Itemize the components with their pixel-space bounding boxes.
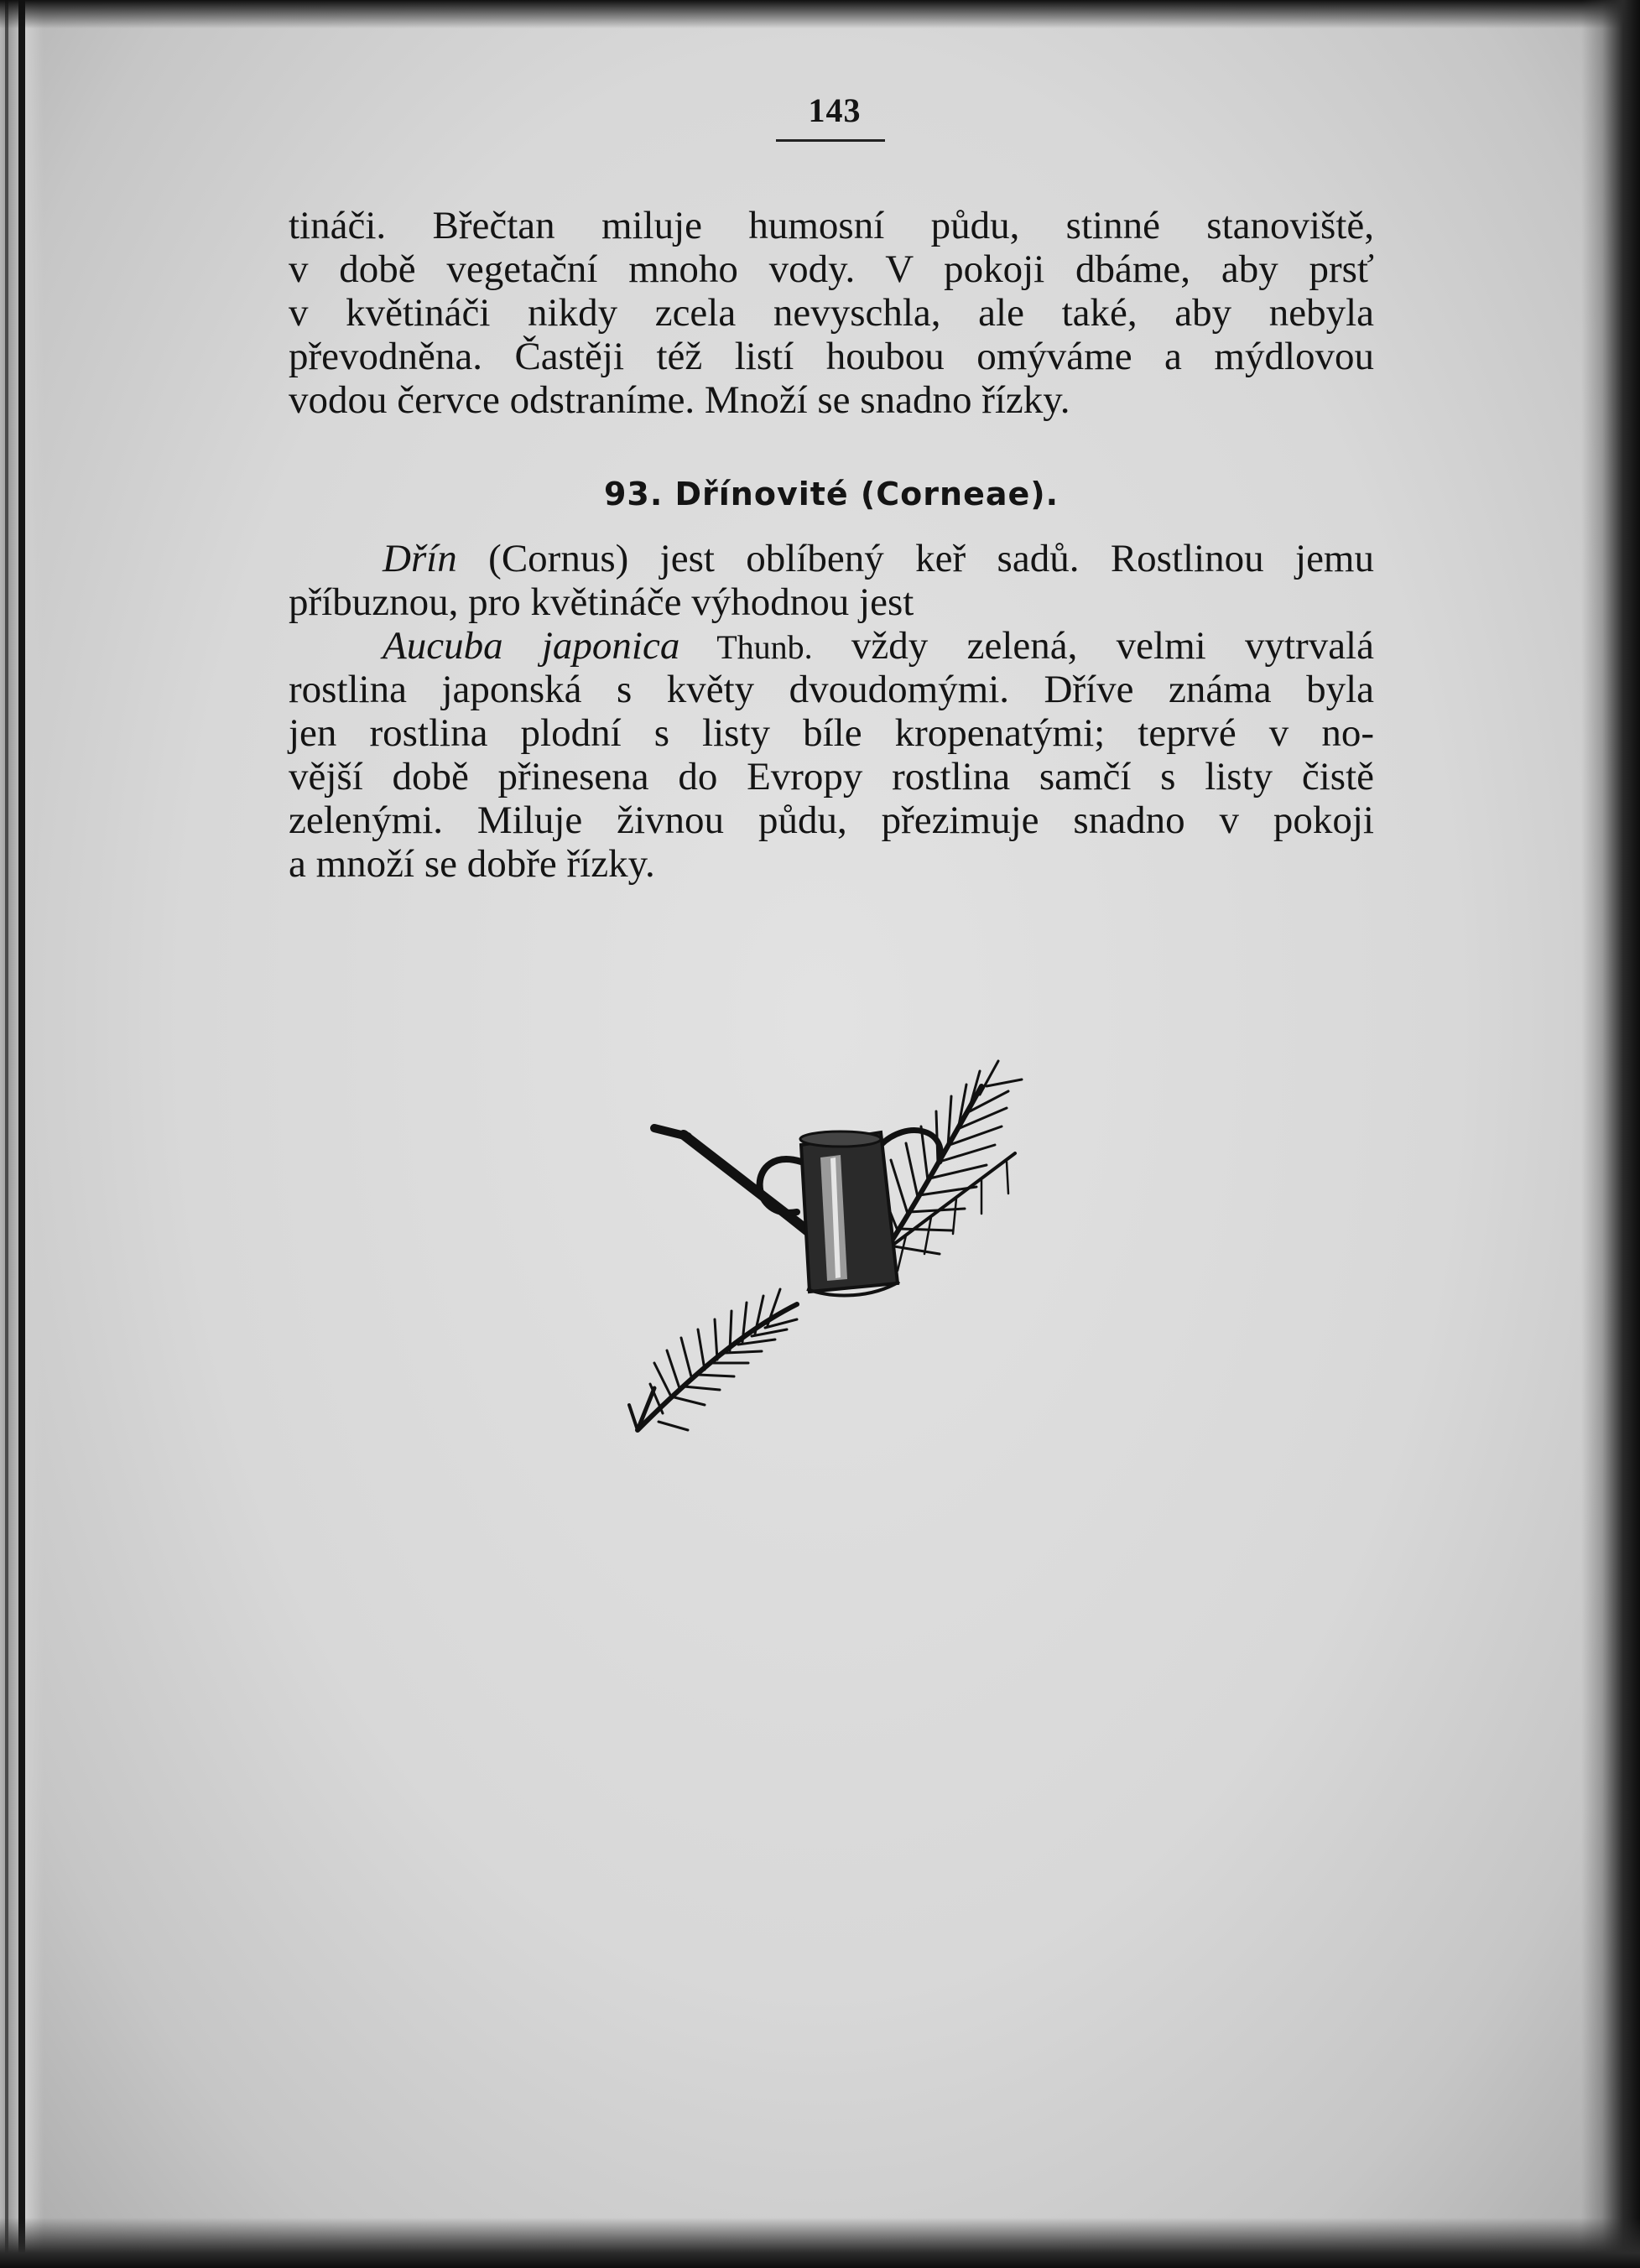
spine-shadow [5,0,8,2268]
page-top-edge [0,0,1640,29]
watering-can-with-pine-branch-icon [621,1053,1057,1455]
page-right-edge [1581,0,1640,2268]
author-abbrev: Thunb. [679,628,813,666]
text-fragment: (Cornus) jest oblíbený keř sadů. Rostlinou jemu [456,537,1374,580]
section-heading: 93. Dřínovité (Corneae). [603,476,1059,512]
text-line [289,537,1374,580]
text-line: převodněna. Častěji též listí houbou omýváme a mýdlovou [289,335,1374,378]
text-line: vější době přinesena do Evropy rostlina samčí s listy čistě [289,755,1374,798]
paragraph-ivy-care [289,204,1374,422]
text-line: tináči. Břečtan miluje humosní půdu, stinné stanoviště, [289,204,1374,247]
paragraph-cornus [289,537,1374,886]
text-line: zelenými. Miluje živnou půdu, přezimuje snadno v pokoji [289,798,1374,842]
text-line [289,624,1374,668]
term-drin: Dřín [383,537,457,580]
text-line: v květináči nikdy zcela nevyschla, ale také, aby nebyla [289,291,1374,335]
spine-line [18,0,25,2268]
text-line: vodou červce odstraníme. Množí se snadno řízky. [289,378,1070,422]
text-line: příbuznou, pro květináče výhodnou jest [289,580,914,624]
page-number: 143 [808,91,862,129]
text-line: v době vegetační mnoho vody. V pokoji dbáme, aby prsť [289,247,1374,291]
text-line: rostlina japonská s květy dvoudomými. Dříve známa byla [289,668,1374,711]
text-fragment: vždy zelená, velmi vytrvalá [812,624,1374,668]
page-number-rule [776,139,885,142]
text-line: a množí se dobře řízky. [289,842,655,886]
page-bottom-edge [0,2218,1640,2268]
text-line: jen rostlina plodní s listy bíle kropenatými; teprvé v no- [289,711,1374,755]
term-aucuba: Aucuba japonica [383,624,680,668]
